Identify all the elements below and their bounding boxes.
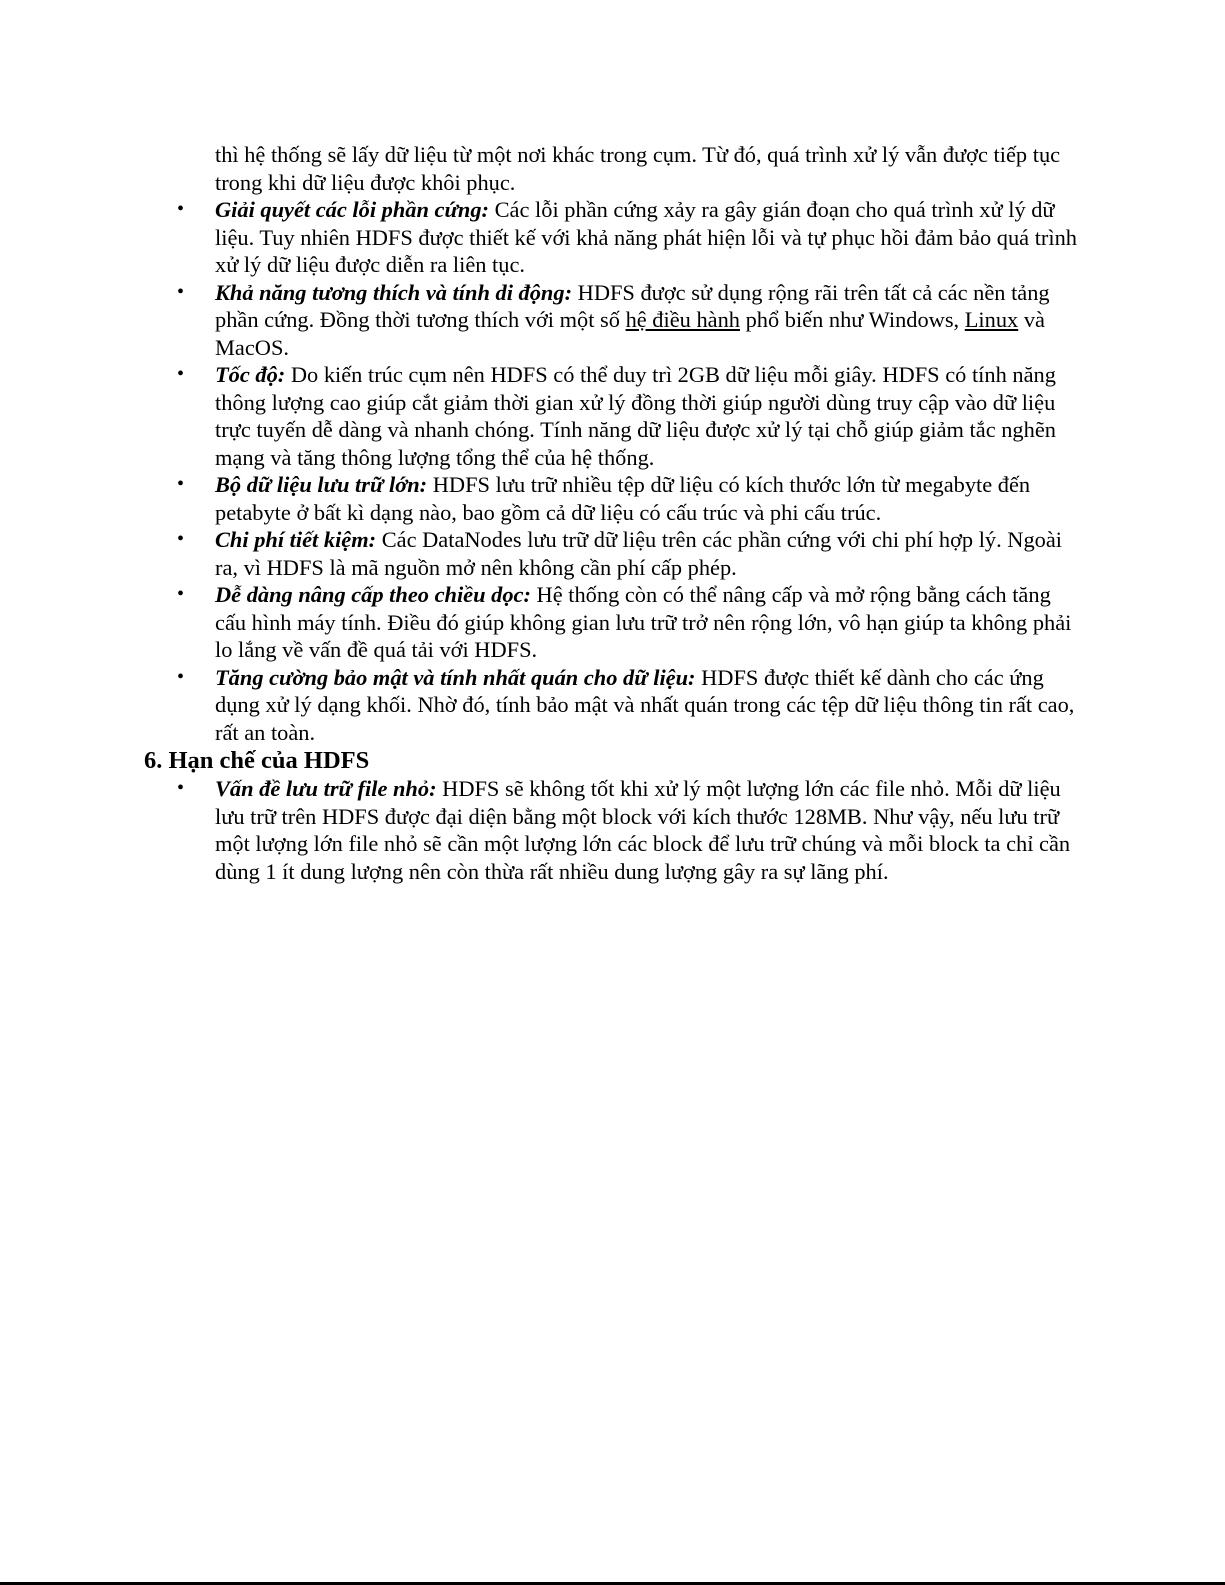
bullet-icon: • — [177, 528, 185, 550]
advantages-list — [144, 196, 1084, 746]
item-term: Vấn đề lưu trữ file nhỏ: — [215, 776, 437, 801]
item-term: Tăng cường bảo mật và tính nhất quán cho dữ liệu: — [215, 664, 696, 690]
item-text: Hệ thống còn có thể nâng cấp và mở rộng bằng cách tăng cấu hình máy tính. Điều đó giúp không gian lưu trữ trở nên rộng lớn, vô hạn giúp ta không phải lo lắng về vấn đề quá tải với HDFS. — [215, 582, 1072, 662]
item-text: Các DataNodes lưu trữ dữ liệu trên các phần cứng với chi phí hợp lý. Ngoài ra, vì HDFS là mã nguồn mở nên không cần phí cấp phép. — [215, 527, 1063, 580]
list-item — [144, 581, 1084, 664]
limitations-list — [144, 775, 1084, 885]
bullet-icon: • — [177, 777, 185, 799]
list-item — [144, 775, 1084, 885]
item-term: Khả năng tương thích và tính di động: — [215, 279, 573, 305]
item-text: Do kiến trúc cụm nên HDFS có thể duy trì 2GB dữ liệu mỗi giây. HDFS có tính năng thông lượng cao giúp cắt giảm thời gian xử lý đồng thời giúp người dùng truy cập vào dữ liệu trực tuyến dễ dàng và nhanh chóng. Tính năng dữ liệu được xử lý tại chỗ giúp giảm tắc nghẽn mạng và tăng thông lượng tổng thể của hệ thống. — [215, 362, 1056, 470]
list-item — [144, 361, 1084, 471]
item-text: và MacOS. — [215, 307, 1045, 360]
bullet-icon: • — [177, 363, 185, 385]
item-term: Chi phí tiết kiệm: — [215, 527, 377, 552]
list-item — [144, 279, 1084, 362]
bullet-icon: • — [177, 198, 185, 220]
continuation-paragraph: thì hệ thống sẽ lấy dữ liệu từ một nơi khác trong cụm. Từ đó, quá trình xử lý vẫn được tiếp tục trong khi dữ liệu được khôi phục. — [215, 142, 1061, 195]
item-term: Bộ dữ liệu lưu trữ lớn: — [215, 472, 428, 497]
bullet-icon: • — [177, 665, 185, 688]
item-text: phổ biến như Windows, — [739, 307, 965, 332]
bullet-icon: • — [177, 583, 185, 605]
bullet-icon: • — [177, 280, 185, 303]
link-linux[interactable]: Linux — [964, 307, 1019, 332]
item-text: HDFS sẽ không tốt khi xử lý một lượng lớn các file nhỏ. Mỗi dữ liệu lưu trữ trên HDFS được đại diện bằng một block với kích thước 128MB. Như vậy, nếu lưu trữ một lượng lớn file nhỏ sẽ cần một lượng lớn các block để lưu trữ chúng và mỗi block ta chỉ cần dùng 1 ít dung lượng nên còn thừa rất nhiều dung lượng gây ra sự lãng phí. — [215, 776, 1071, 884]
bullet-icon: • — [177, 473, 185, 495]
item-term: Tốc độ: — [215, 362, 286, 387]
item-text: HDFS được sử dụng rộng rãi trên tất cả các nền tảng phần cứng. Đồng thời tương thích với một số — [215, 279, 1050, 332]
list-item — [144, 526, 1084, 581]
document-body — [144, 141, 1084, 885]
item-text: HDFS lưu trữ nhiều tệp dữ liệu có kích thước lớn từ megabyte đến petabyte ở bất kì dạng nào, bao gồm cả dữ liệu có cấu trúc và phi cấu trúc. — [215, 472, 1031, 525]
list-item — [144, 196, 1084, 279]
list-item — [144, 471, 1084, 526]
item-term: Dễ dàng nâng cấp theo chiều dọc: — [215, 582, 531, 607]
link-operating-system[interactable]: hệ điều hành — [625, 307, 740, 332]
item-text: Các lỗi phần cứng xảy ra gây gián đoạn cho quá trình xử lý dữ liệu. Tuy nhiên HDFS được thiết kế với khả năng phát hiện lỗi và tự phục hồi đảm bảo quá trình xử lý dữ liệu được diễn ra liên tục. — [215, 197, 1077, 277]
item-text: HDFS được thiết kế dành cho các ứng dụng xử lý dạng khối. Nhờ đó, tính bảo mật và nhất quán trong các tệp dữ liệu thông tin rất cao, rất an toàn. — [215, 664, 1075, 745]
section-heading: 6. Hạn chế của HDFS — [144, 747, 370, 774]
list-item — [144, 664, 1084, 747]
item-term: Giải quyết các lỗi phần cứng: — [215, 197, 490, 222]
